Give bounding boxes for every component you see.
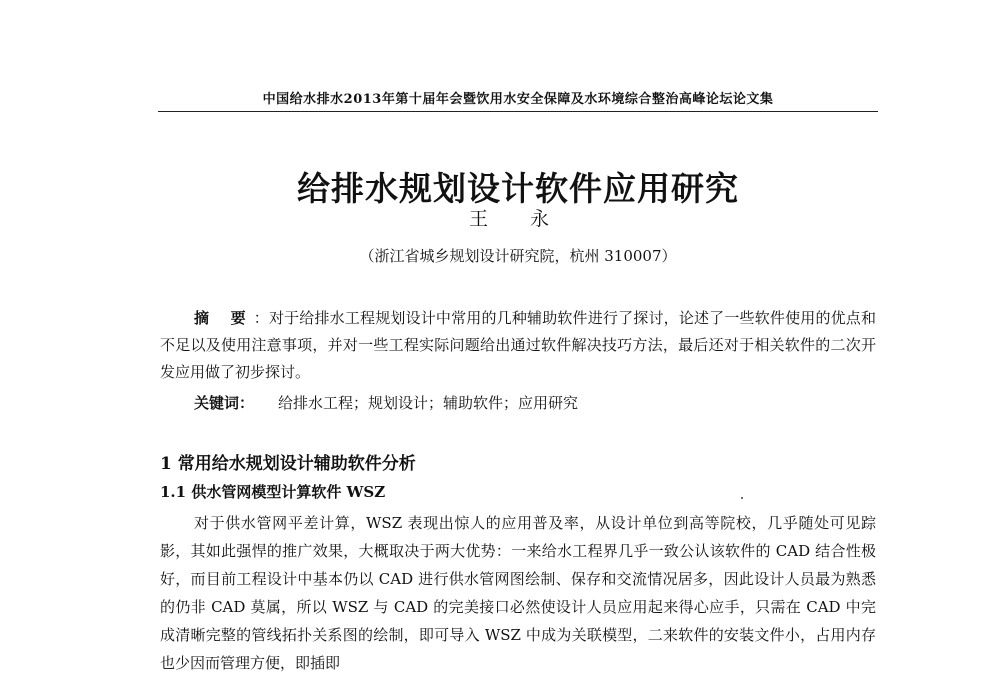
section-heading: 1 常用给水规划设计辅助软件分析 [160, 454, 416, 474]
keywords-label: 关键词： [194, 394, 255, 412]
body-paragraph: 对于供水管网平差计算，WSZ 表现出惊人的应用普及率，从设计单位到高等院校，几乎随处可见踪影，其如此强悍的推广效果，大概取决于两大优势：一来给水工程界几乎一致公认该软件的 CAD 结合性极好，而目前工程设计中基本仍以 CAD 进行供水管网图绘制、保存和交流情况居多，因此设计人员最为熟悉的仍非 CAD 莫属，所以 WSZ 与 CAD 的完美接口必然使设计人员应用起来得心应手，只需在 CAD 中完成清晰完整的管线拓扑关系图的绘制，即可导入 WSZ 中成为关联模型，二来软件的安装文件小，占用内存也少因而管理方便，即插即 [160, 514, 876, 672]
abstract [160, 305, 876, 386]
keywords [194, 392, 874, 413]
scan-speck [741, 497, 743, 499]
running-header: 中国给水排水2013年第十届年会暨饮用水安全保障及水环境综合整治高峰论坛论文集 [262, 92, 774, 107]
subsection-heading: 1.1 供水管网模型计算软件 WSZ [160, 483, 386, 501]
abstract-text: ：对于给排水工程规划设计中常用的几种辅助软件进行了探讨，论述了一些软件使用的优点和不足以及使用注意事项，并对一些工程实际问题给出通过软件解决技巧方法，最后还对于相关软件的二次开发应用做了初步探讨。 [160, 309, 876, 381]
paper-title: 给排水规划设计软件应用研究 [297, 169, 739, 209]
header-rule [158, 111, 878, 112]
author-affiliation: （浙江省城乡规划设计研究院，杭州 310007） [359, 247, 677, 265]
keywords-text: 给排水工程；规划设计；辅助软件；应用研究 [278, 394, 579, 412]
author-name: 王 永 [468, 208, 568, 230]
abstract-label: 摘 要 [194, 309, 254, 327]
